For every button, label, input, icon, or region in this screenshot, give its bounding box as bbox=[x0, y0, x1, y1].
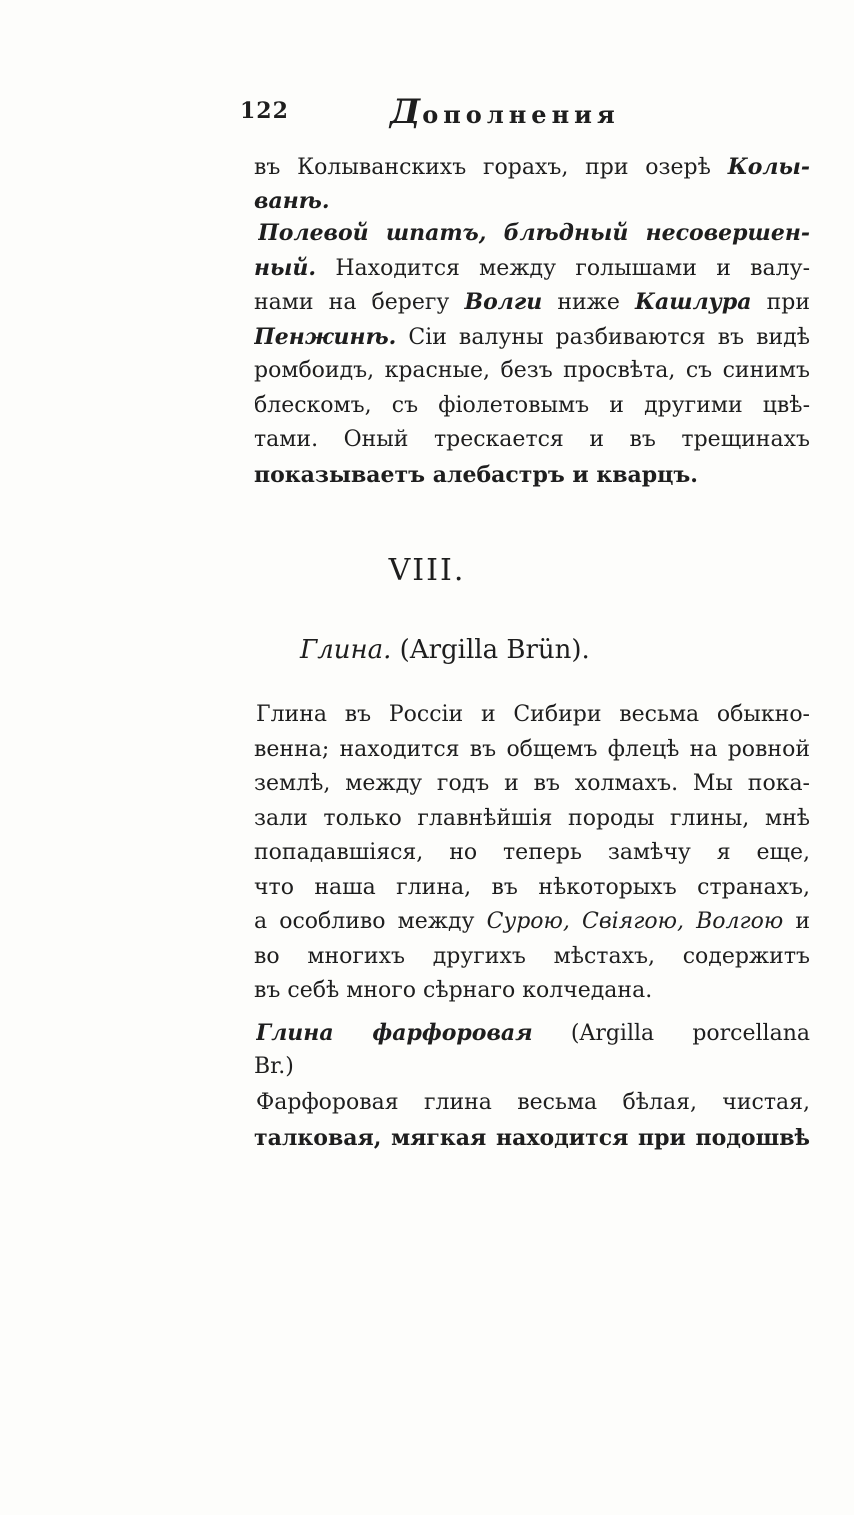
italic-span: Волги bbox=[464, 289, 543, 315]
section-title-russian: Глина. bbox=[300, 635, 392, 665]
text-line bbox=[258, 218, 810, 249]
italic-span: Пенжинѣ. bbox=[254, 324, 397, 350]
text-line: талковая, мягкая находится при подошвѣ bbox=[254, 1125, 810, 1151]
text-line: что наша глина, въ нѣкоторыхъ странахъ, bbox=[254, 875, 810, 900]
text-line bbox=[254, 287, 810, 318]
italic-span: Глина фарфоровая bbox=[256, 1020, 533, 1046]
italic-span: Колы- bbox=[727, 154, 810, 180]
text-line bbox=[254, 907, 810, 937]
text-line bbox=[254, 322, 810, 353]
italic-span: Свіягою, bbox=[569, 909, 684, 934]
text-line: въ себѣ много сѣрнаго колчедана. bbox=[254, 978, 653, 1003]
running-head bbox=[240, 92, 660, 132]
text-line bbox=[254, 253, 810, 284]
text-line bbox=[254, 152, 810, 183]
italic-span: Полевой шпатъ, блѣдный несовершен- bbox=[258, 220, 810, 246]
text-line: Глина въ Россіи и Сибири весьма обыкно- bbox=[256, 702, 810, 727]
page-number: 122 bbox=[240, 98, 289, 124]
text-line: тами. Оный трескается и въ трещинахъ bbox=[254, 427, 810, 452]
italic-span: Сурою, bbox=[486, 909, 570, 934]
text-span: при bbox=[751, 290, 810, 315]
text-line: во многихъ другихъ мѣстахъ, содержитъ bbox=[254, 944, 810, 969]
text-span: (Argilla porcellana bbox=[532, 1021, 810, 1046]
text-line bbox=[256, 1018, 810, 1049]
text-line: ромбоидъ, красные, безъ просвѣта, съ синимъ bbox=[254, 358, 810, 383]
text-line: Фарфоровая глина весьма бѣлая, чистая, bbox=[256, 1090, 810, 1115]
text-span: нами на берегу bbox=[254, 290, 465, 315]
text-line: зали только главнѣйшія породы глины, мнѣ bbox=[254, 806, 810, 831]
text-line: землѣ, между годъ и въ холмахъ. Мы пока- bbox=[254, 771, 810, 796]
text-span: Сіи валуны разбиваются въ видѣ bbox=[396, 325, 810, 350]
text-line bbox=[254, 186, 810, 217]
running-title-initial: Д bbox=[390, 92, 423, 132]
text-span: Находится между голышами и валу- bbox=[316, 256, 810, 281]
text-span: ниже bbox=[542, 290, 636, 315]
text-line: показываетъ алебастръ и кварцъ. bbox=[254, 462, 698, 488]
text-span: въ Колыванскихъ горахъ, при озерѣ bbox=[254, 155, 728, 180]
italic-span: ный. bbox=[254, 255, 317, 281]
text-line: венна; находится въ общемъ флецѣ на ровной bbox=[254, 737, 810, 762]
italic-span: Волгою bbox=[683, 909, 784, 934]
text-span: а особливо между bbox=[254, 909, 487, 934]
text-line: Br.) bbox=[254, 1054, 294, 1079]
section-number: VIII. bbox=[388, 553, 466, 588]
section-title bbox=[300, 635, 720, 665]
running-title bbox=[390, 92, 620, 132]
italic-span: Кашлура bbox=[635, 289, 752, 315]
text-line: блескомъ, съ фіолетовымъ и другими цвѣ- bbox=[254, 393, 810, 418]
text-span: и bbox=[783, 909, 810, 934]
text-line: попадавшіяся, но теперь замѣчу я еще, bbox=[254, 840, 810, 865]
section-title-latin: (Argilla Brün). bbox=[391, 635, 590, 665]
running-title-rest: ополнения bbox=[422, 100, 620, 129]
italic-span: ванѣ. bbox=[254, 188, 330, 214]
